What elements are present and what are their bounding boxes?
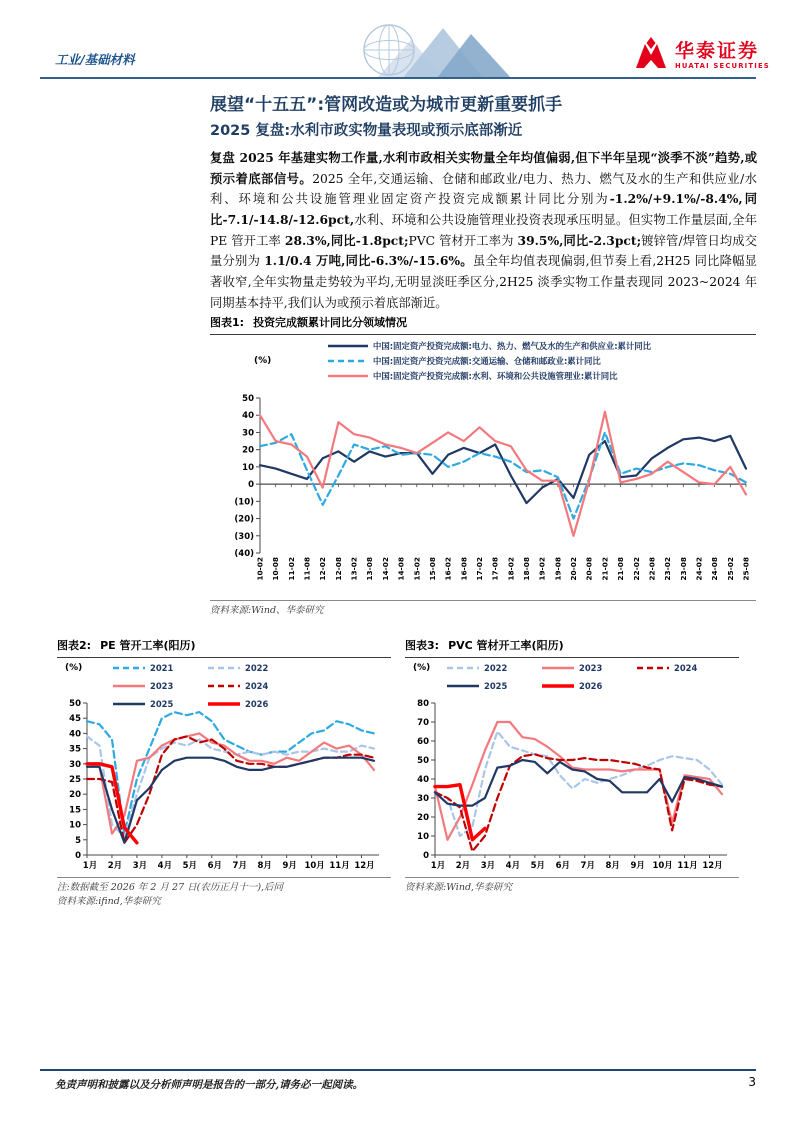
figure-3-label: 图表3: [405, 639, 440, 652]
paragraph-segment: -1.2%/+9.1%/-8.4%,同比-7.1/-14.8/-12.6pct, [210, 191, 757, 227]
figure-3-title: PVC 管材开工率(阳历) [448, 639, 564, 652]
header-artwork [285, 22, 525, 82]
svg-text:10: 10 [69, 820, 81, 831]
legend-line-sample [208, 682, 240, 690]
legend-item [113, 678, 205, 693]
legend-label: 2025 [150, 698, 174, 709]
svg-text:14-08: 14-08 [396, 557, 406, 581]
svg-text:19-08: 19-08 [553, 557, 563, 581]
svg-text:(40): (40) [234, 549, 254, 559]
svg-text:20-08: 20-08 [584, 557, 594, 581]
svg-text:9月: 9月 [630, 861, 645, 871]
svg-text:50: 50 [242, 394, 254, 404]
legend-label: 中国:固定资产投资完成额:电力、热力、燃气及水的生产和供应业:累计同比 [373, 341, 652, 351]
paragraph-segment: 1.1/0.4 万吨,同比-6.3%/-15.6%。 [264, 253, 473, 269]
figure-1-title-row [210, 312, 756, 335]
svg-text:24-08: 24-08 [710, 557, 720, 581]
svg-text:(20): (20) [234, 514, 254, 525]
legend-label: 2024 [674, 662, 698, 673]
svg-text:18-02: 18-02 [506, 557, 516, 581]
figure-1-source: 资料来源:Wind、华泰研究 [210, 600, 756, 618]
legend-item [542, 678, 634, 693]
legend-line-sample [113, 664, 145, 672]
paragraph-segment: 28.3%,同比-1.8pct; [284, 232, 409, 248]
legend-label: 2024 [245, 680, 269, 691]
svg-text:21-02: 21-02 [600, 557, 610, 581]
legend-item [208, 678, 300, 693]
svg-text:5: 5 [75, 835, 81, 846]
svg-text:20-02: 20-02 [569, 557, 579, 581]
svg-text:9月: 9月 [282, 861, 297, 871]
legend-label: 2022 [245, 662, 269, 673]
legend-line-sample [208, 664, 240, 672]
paragraph-segment: 镀锌管/焊管日均成交量分别为 [210, 233, 757, 269]
svg-text:8月: 8月 [257, 861, 272, 871]
paragraph-segment: 复盘 2025 年基建实物工作量,水利市政相关实物量全年均值偏弱,但下半年呈现“淡季不淡”趋势,或预示着底部信号。 [210, 150, 757, 186]
svg-text:23-08: 23-08 [678, 557, 688, 581]
svg-text:10月: 10月 [304, 861, 325, 871]
footer-rule [40, 1069, 756, 1071]
svg-text:1月: 1月 [430, 861, 446, 871]
svg-text:15-02: 15-02 [412, 557, 422, 581]
paragraph-segment: 2025 全年,交通运输、仓储和邮政业/电力、热力、燃气及水的生产和供应业/水利、环境和公共设施管理业固定资产投资完成额累计同比分别为 [210, 171, 757, 207]
figure-3 [405, 635, 739, 925]
svg-text:16-08: 16-08 [459, 557, 469, 581]
svg-text:10: 10 [242, 462, 254, 473]
svg-text:6月: 6月 [207, 861, 222, 871]
huatai-logo-mark-icon [634, 36, 668, 74]
legend-item [447, 660, 539, 675]
legend-item [447, 678, 539, 693]
legend-line-sample [328, 372, 368, 380]
svg-text:20: 20 [242, 445, 254, 456]
report-title: 展望“十五五”:管网改造或为城市更新重要抓手 [210, 95, 563, 115]
industry-category-label: 工业/基础材料 [55, 52, 135, 67]
legend-line-sample [328, 342, 368, 350]
legend-label: 2025 [484, 680, 508, 691]
svg-text:10月: 10月 [652, 861, 673, 871]
figure-2-label: 图表2: [57, 639, 92, 652]
svg-text:17-02: 17-02 [474, 557, 484, 581]
legend-item [208, 660, 300, 675]
paragraph-segment: 水利、环境和公共设施管理业投资表现承压明显。但实物工作量层面,全年 PE 管开工率 [210, 212, 757, 248]
legend-label: 2023 [579, 662, 603, 673]
series-line [435, 732, 722, 837]
legend-line-sample [542, 664, 574, 672]
paragraph-segment: PVC 管材开工率为 [408, 233, 518, 248]
svg-text:5月: 5月 [182, 861, 198, 871]
figure-1-y-axis-unit: (%) [254, 356, 272, 366]
svg-text:12-02: 12-02 [318, 557, 328, 581]
figure-2 [57, 635, 391, 925]
paragraph-segment: 虽全年均值表现偏弱,但节奏上看,2H25 同比降幅显著收窄,全年实物量走势较为平均,无明显淡旺季区分,2H25 淡季实物工作量表现同 2023~2024 年同期基本持平,我们认为或预示着底部渐近。 [210, 254, 757, 310]
svg-text:18-08: 18-08 [522, 557, 532, 581]
svg-text:12-08: 12-08 [333, 557, 343, 581]
legend-line-sample [113, 682, 145, 690]
svg-text:11-08: 11-08 [302, 557, 312, 581]
series-line [435, 785, 485, 840]
figure-3-legend [447, 660, 737, 693]
legend-item [637, 660, 729, 675]
svg-text:35: 35 [69, 744, 81, 755]
legend-label: 2026 [245, 698, 269, 709]
svg-text:45: 45 [69, 714, 81, 725]
huatai-logo [634, 36, 770, 74]
legend-line-sample [542, 682, 574, 690]
summary-paragraph [210, 148, 757, 313]
svg-text:3月: 3月 [480, 861, 496, 871]
svg-text:23-02: 23-02 [663, 557, 673, 581]
series-line [260, 412, 746, 536]
svg-text:20: 20 [417, 813, 429, 823]
svg-text:30: 30 [69, 759, 81, 770]
svg-text:11月: 11月 [329, 861, 350, 871]
svg-text:7月: 7月 [580, 861, 595, 871]
svg-text:80: 80 [417, 699, 429, 709]
legend-label: 2021 [150, 662, 174, 673]
figure-1-legend [328, 340, 651, 382]
svg-text:25: 25 [69, 775, 81, 785]
svg-text:11-02: 11-02 [286, 557, 296, 581]
svg-text:21-08: 21-08 [616, 557, 626, 581]
figure-1-chart [210, 392, 756, 598]
svg-text:22-02: 22-02 [631, 557, 641, 581]
figure-2-note: 注:数据截至 2026 年 2 月 27 日(农历正月十一),后同 [57, 882, 284, 893]
legend-label: 2022 [484, 662, 508, 673]
series-line [435, 722, 722, 840]
svg-text:5月: 5月 [530, 861, 546, 871]
svg-text:3月: 3月 [132, 861, 148, 871]
svg-text:0: 0 [75, 851, 81, 861]
figure-2-title: PE 管开工率(阳历) [100, 639, 196, 652]
svg-text:50: 50 [69, 699, 81, 709]
legend-item [113, 660, 205, 675]
svg-text:40: 40 [69, 729, 81, 740]
legend-line-sample [447, 664, 479, 672]
svg-text:15-08: 15-08 [427, 557, 437, 581]
svg-text:6月: 6月 [555, 861, 570, 871]
report-subtitle: 2025 复盘:水利市政实物量表现或预示底部渐近 [210, 123, 523, 139]
svg-text:22-08: 22-08 [647, 557, 657, 581]
svg-text:19-02: 19-02 [537, 557, 547, 581]
svg-text:0: 0 [248, 480, 254, 491]
svg-text:11月: 11月 [677, 861, 698, 871]
svg-text:25-02: 25-02 [725, 557, 735, 581]
svg-text:2月: 2月 [455, 861, 471, 871]
page-number: 3 [748, 1075, 756, 1089]
svg-text:8月: 8月 [605, 861, 620, 871]
svg-text:40: 40 [417, 775, 429, 785]
svg-text:30: 30 [242, 428, 254, 439]
footer-disclaimer: 免责声明和披露以及分析师声明是报告的一部分,请务必一起阅读。 [55, 1079, 364, 1091]
figure-1-label: 图表1: [210, 316, 245, 329]
figure-2-title-row [57, 635, 391, 658]
svg-text:20: 20 [69, 790, 81, 801]
legend-label: 中国:固定资产投资完成额:交通运输、仓储和邮政业:累计同比 [373, 356, 601, 366]
svg-text:60: 60 [417, 737, 429, 747]
svg-text:10-08: 10-08 [271, 557, 281, 581]
svg-text:13-08: 13-08 [365, 557, 375, 581]
legend-line-sample [328, 357, 368, 365]
figure-2-chart [57, 697, 391, 875]
figure-1 [210, 312, 756, 624]
legend-label: 中国:固定资产投资完成额:水利、环境和公共设施管理业:累计同比 [373, 371, 618, 381]
svg-text:50: 50 [417, 756, 429, 766]
legend-item [328, 340, 651, 352]
brand-name-cn: 华泰证券 [675, 39, 760, 62]
figure-3-title-row [405, 635, 739, 658]
figure-3-source: 资料来源:Wind,华泰研究 [405, 877, 739, 895]
svg-text:13-02: 13-02 [349, 557, 359, 581]
figure-3-chart [405, 697, 739, 875]
svg-text:1月: 1月 [82, 861, 98, 871]
figure-1-title: 投资完成额累计同比分领域情况 [253, 316, 408, 329]
series-line [87, 758, 374, 843]
svg-text:2月: 2月 [107, 861, 123, 871]
svg-text:(10): (10) [234, 497, 254, 508]
svg-text:7月: 7月 [232, 861, 247, 871]
svg-text:70: 70 [417, 718, 429, 728]
paragraph-segment: 39.5%,同比-2.3pct; [517, 232, 642, 248]
svg-text:24-02: 24-02 [694, 557, 704, 581]
svg-text:16-02: 16-02 [443, 557, 453, 581]
legend-line-sample [637, 664, 669, 672]
figure-2-source-line: 资料来源:ifind,华泰研究 [57, 896, 161, 908]
svg-text:17-08: 17-08 [490, 557, 500, 581]
svg-text:14-02: 14-02 [380, 557, 390, 581]
brand-name-en: HUATAI SECURITIES [675, 61, 770, 70]
svg-text:4月: 4月 [157, 861, 173, 871]
svg-text:10: 10 [417, 832, 429, 842]
svg-text:10-02: 10-02 [255, 557, 265, 581]
figure-3-y-axis-unit: (%) [413, 663, 431, 673]
legend-label: 2026 [579, 680, 603, 691]
figure-2-source [57, 877, 391, 910]
svg-text:0: 0 [423, 851, 429, 861]
svg-text:30: 30 [417, 794, 429, 804]
svg-text:12月: 12月 [354, 861, 375, 871]
legend-item [328, 355, 651, 367]
svg-text:40: 40 [242, 411, 254, 422]
figure-2-y-axis-unit: (%) [65, 663, 83, 673]
svg-text:4月: 4月 [505, 861, 521, 871]
svg-text:15: 15 [69, 805, 81, 816]
legend-label: 2023 [150, 680, 174, 691]
legend-line-sample [447, 682, 479, 690]
svg-text:12月: 12月 [702, 861, 723, 871]
svg-text:25-08: 25-08 [741, 557, 751, 581]
svg-text:(30): (30) [234, 531, 254, 542]
legend-item [542, 660, 634, 675]
header-rule [40, 77, 756, 79]
legend-item [328, 370, 651, 382]
